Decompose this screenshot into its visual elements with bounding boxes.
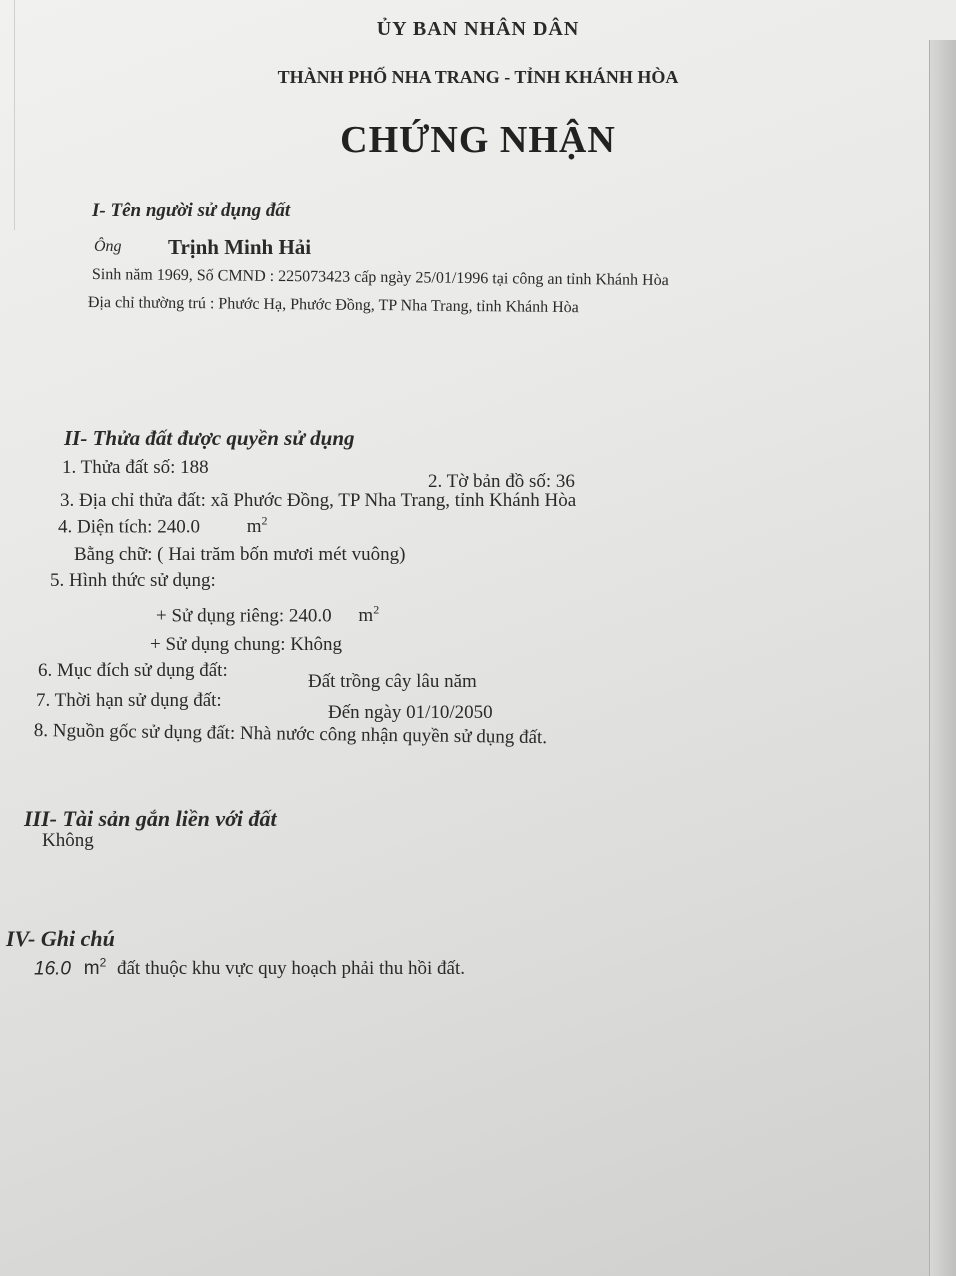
private-use: + Sử dụng riêng: 240.0 $m^2$ xyxy=(156,603,380,627)
owner-birth-id: Sinh năm 1969, Số CMND : 225073423 cấp ngày 25/01/1996 tại công an tỉnh Khánh Hòa xyxy=(91,266,669,290)
parcel-address: 3. Địa chỉ thửa đất: xã Phước Đồng, TP Nha Trang, tỉnh Khánh Hòa xyxy=(60,490,577,511)
paper-edge xyxy=(929,40,956,1276)
section-2-heading: II- Thửa đất được quyền sử dụng xyxy=(64,426,355,450)
land-origin: 8. Nguồn gốc sử dụng đất: Nhà nước công nhận quyền sử dụng đất. xyxy=(33,720,548,749)
section-4-heading: IV- Ghi chú xyxy=(6,926,115,951)
owner-name: Trịnh Minh Hải xyxy=(168,235,312,259)
section-1-heading: I- Tên người sử dụng đất xyxy=(92,200,291,221)
private-use-unit: $m^2$ xyxy=(358,603,380,627)
usage-purpose-label: 6. Mục đích sử dụng đất: xyxy=(38,660,228,681)
area xyxy=(58,514,267,538)
city-heading: THÀNH PHỐ NHA TRANG - TỈNH KHÁNH HÒA xyxy=(277,67,679,87)
common-use: + Sử dụng chung: Không xyxy=(150,634,343,655)
note xyxy=(34,956,465,980)
parcel-number: 1. Thửa đất số: 188 xyxy=(62,457,209,478)
note-area: 16.0 xyxy=(34,958,71,980)
area-in-words: Bằng chữ: ( Hai trăm bốn mươi mét vuông) xyxy=(74,544,406,565)
area-value: 4. Diện tích: 240.0 xyxy=(58,516,200,538)
note-area-unit: $m^2$ xyxy=(83,956,107,980)
section-3-heading: III- Tài sản gắn liền với đất xyxy=(24,806,277,831)
map-sheet-number: 2. Tờ bản đồ số: 36 xyxy=(428,471,575,492)
usage-term-value: Đến ngày 01/10/2050 xyxy=(328,702,493,723)
usage-term-label: 7. Thời hạn sử dụng đất: xyxy=(36,690,222,711)
committee-heading: ỦY BAN NHÂN DÂN xyxy=(376,18,580,40)
attached-assets-value: Không xyxy=(42,830,94,851)
usage-purpose-value: Đất trồng cây lâu năm xyxy=(308,671,477,692)
usage-form-label: 5. Hình thức sử dụng: xyxy=(50,570,216,591)
area-unit: $m^2$ xyxy=(246,514,268,538)
owner-address: Địa chỉ thường trú : Phước Hạ, Phước Đồng, TP Nha Trang, tỉnh Khánh Hòa xyxy=(87,294,579,317)
note-text: đất thuộc khu vực quy hoạch phải thu hồi đất. xyxy=(117,958,466,980)
page-title: CHỨNG NHẬN xyxy=(340,119,616,161)
owner-salutation: Ông xyxy=(94,238,122,255)
